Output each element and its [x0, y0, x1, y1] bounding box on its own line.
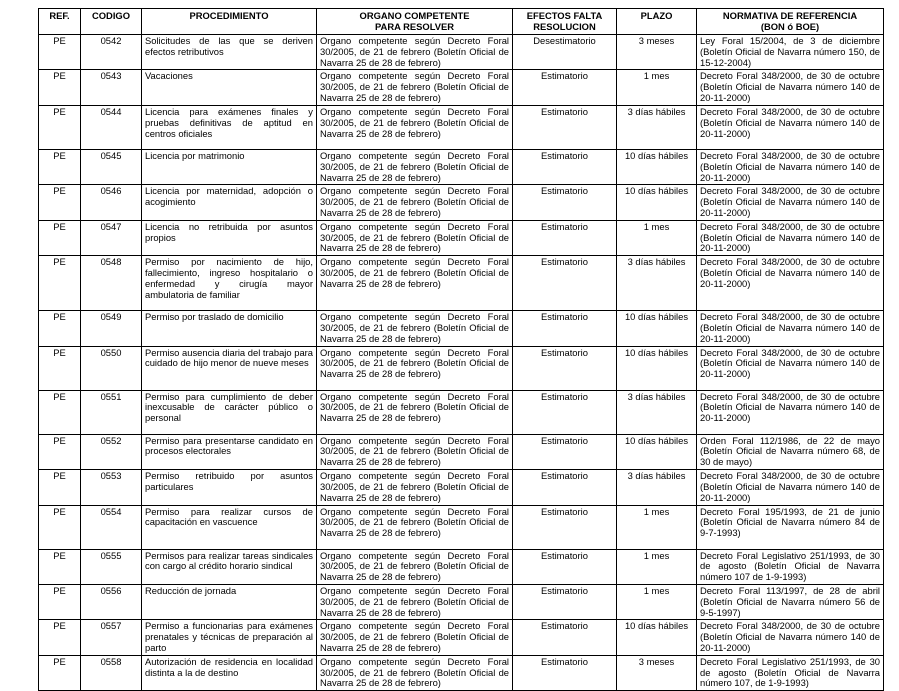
cell-procedimiento: Permiso para realizar cursos de capacitación en vascuence [142, 505, 317, 549]
cell-codigo: 0547 [81, 220, 142, 255]
cell-ref: PE [39, 256, 81, 311]
cell-efectos: Estimatorio [513, 105, 617, 149]
cell-ref: PE [39, 584, 81, 619]
cell-codigo: 0554 [81, 505, 142, 549]
cell-procedimiento: Reducción de jornada [142, 584, 317, 619]
cell-normativa: Ley Foral 15/2004, de 3 de diciembre (Boletín Oficial de Navarra número 150, de 15-12-2004) [697, 35, 884, 70]
cell-codigo: 0551 [81, 390, 142, 434]
header-efectos-line2: RESOLUCION [533, 20, 596, 32]
cell-normativa: Decreto Foral 348/2000, de 30 de octubre (Boletín Oficial de Navarra número 140 de 20-11-2000) [697, 220, 884, 255]
cell-procedimiento: Permiso retribuido por asuntos particulares [142, 470, 317, 505]
cell-codigo: 0546 [81, 185, 142, 220]
table-row [39, 35, 884, 70]
cell-codigo: 0544 [81, 105, 142, 149]
cell-codigo: 0548 [81, 256, 142, 311]
cell-normativa: Decreto Foral 113/1997, de 28 de abril (Boletín Oficial de Navarra número 56 de 9-5-1997) [697, 584, 884, 619]
cell-organo: Organo competente según Decreto Foral 30/2005, de 21 de febrero (Boletín Oficial de Navarra 25 de 28 de febrero) [317, 185, 513, 220]
header-ref: REF. [39, 9, 81, 35]
cell-plazo: 1 mes [617, 505, 697, 549]
cell-efectos: Estimatorio [513, 311, 617, 346]
cell-efectos: Estimatorio [513, 470, 617, 505]
cell-organo: Organo competente según Decreto Foral 30/2005, de 21 de febrero (Boletín Oficial de Navarra 25 de 28 de febrero) [317, 655, 513, 690]
cell-plazo: 1 mes [617, 549, 697, 584]
cell-ref: PE [39, 35, 81, 70]
table-row [39, 346, 884, 390]
cell-normativa: Decreto Foral 348/2000, de 30 de octubre (Boletín Oficial de Navarra número 140 de 20-11-2000) [697, 70, 884, 105]
table-row [39, 549, 884, 584]
table-row [39, 256, 884, 311]
table-row [39, 470, 884, 505]
header-procedimiento: PROCEDIMIENTO [142, 9, 317, 35]
cell-codigo: 0545 [81, 149, 142, 184]
cell-plazo: 1 mes [617, 220, 697, 255]
cell-procedimiento: Permiso por nacimiento de hijo, fallecimiento, ingreso hospitalario o enfermedad y cirugía mayor ambulatoria de familiar [142, 256, 317, 311]
cell-normativa: Decreto Foral 195/1993, de 21 de junio (Boletín Oficial de Navarra número 84 de 9-7-1993) [697, 505, 884, 549]
cell-efectos: Estimatorio [513, 620, 617, 655]
cell-organo: Organo competente según Decreto Foral 30/2005, de 21 de febrero (Boletín Oficial de Navarra 25 de 28 de febrero) [317, 105, 513, 149]
cell-efectos: Estimatorio [513, 434, 617, 469]
cell-normativa: Orden Foral 112/1986, de 22 de mayo (Boletín Oficial de Navarra número 68, de 30 de mayo) [697, 434, 884, 469]
cell-efectos: Estimatorio [513, 655, 617, 690]
header-normativa-line1: NORMATIVA DE REFERENCIA [722, 10, 858, 21]
cell-ref: PE [39, 311, 81, 346]
table-row [39, 390, 884, 434]
cell-efectos: Estimatorio [513, 505, 617, 549]
cell-ref: PE [39, 70, 81, 105]
cell-procedimiento: Licencia no retribuida por asuntos propios [142, 220, 317, 255]
cell-organo: Organo competente según Decreto Foral 30/2005, de 21 de febrero (Boletín Oficial de Navarra 25 de 28 de febrero) [317, 35, 513, 70]
cell-plazo: 10 días hábiles [617, 620, 697, 655]
cell-organo: Organo competente según Decreto Foral 30/2005, de 21 de febrero (Boletín Oficial de Navarra 25 de 28 de febrero) [317, 434, 513, 469]
cell-efectos: Estimatorio [513, 256, 617, 311]
cell-plazo: 3 meses [617, 35, 697, 70]
cell-procedimiento: Vacaciones [142, 70, 317, 105]
cell-plazo: 10 días hábiles [617, 434, 697, 469]
cell-procedimiento: Autorización de residencia en localidad distinta a la de destino [142, 655, 317, 690]
cell-codigo: 0553 [81, 470, 142, 505]
cell-ref: PE [39, 434, 81, 469]
cell-organo: Organo competente según Decreto Foral 30/2005, de 21 de febrero (Boletín Oficial de Navarra 25 de 28 de febrero) [317, 584, 513, 619]
cell-efectos: Estimatorio [513, 185, 617, 220]
header-organo [317, 9, 513, 35]
cell-efectos: Estimatorio [513, 390, 617, 434]
cell-plazo: 3 días hábiles [617, 470, 697, 505]
cell-normativa: Decreto Foral 348/2000, de 30 de octubre (Boletín Oficial de Navarra número 140 de 20-11-2000) [697, 346, 884, 390]
cell-efectos: Estimatorio [513, 549, 617, 584]
cell-normativa: Decreto Foral 348/2000, de 30 de octubre (Boletín Oficial de Navarra número 140 de 20-11-2000) [697, 470, 884, 505]
cell-plazo: 10 días hábiles [617, 346, 697, 390]
header-organo-line1: ORGANO COMPETENTE [359, 10, 470, 21]
cell-plazo: 10 días hábiles [617, 311, 697, 346]
cell-normativa: Decreto Foral 348/2000, de 30 de octubre (Boletín Oficial de Navarra número 140 de 20-11-2000) [697, 149, 884, 184]
cell-efectos: Estimatorio [513, 70, 617, 105]
cell-organo: Organo competente según Decreto Foral 30/2005, de 21 de febrero (Boletín Oficial de Navarra 25 de 28 de febrero) [317, 70, 513, 105]
cell-organo: Organo competente según Decreto Foral 30/2005, de 21 de febrero (Boletín Oficial de Navarra 25 de 28 de febrero) [317, 220, 513, 255]
cell-plazo: 3 meses [617, 655, 697, 690]
header-codigo: CODIGO [81, 9, 142, 35]
header-normativa [697, 9, 884, 35]
cell-normativa: Decreto Foral 348/2000, de 30 de octubre (Boletín Oficial de Navarra número 140 de 20-11-2000) [697, 620, 884, 655]
cell-normativa: Decreto Foral 348/2000, de 30 de octubre (Boletín Oficial de Navarra número 140 de 20-11-2000) [697, 105, 884, 149]
cell-efectos: Estimatorio [513, 584, 617, 619]
header-plazo: PLAZO [617, 9, 697, 35]
cell-plazo: 10 días hábiles [617, 149, 697, 184]
cell-codigo: 0557 [81, 620, 142, 655]
cell-codigo: 0549 [81, 311, 142, 346]
cell-codigo: 0555 [81, 549, 142, 584]
cell-plazo: 3 días hábiles [617, 390, 697, 434]
procedures-table [38, 8, 884, 691]
table-row [39, 149, 884, 184]
cell-ref: PE [39, 105, 81, 149]
cell-efectos: Estimatorio [513, 220, 617, 255]
cell-procedimiento: Solicitudes de las que se deriven efectos retributivos [142, 35, 317, 70]
cell-codigo: 0550 [81, 346, 142, 390]
cell-organo: Organo competente según Decreto Foral 30/2005, de 21 de febrero (Boletín Oficial de Navarra 25 de 28 de febrero) [317, 256, 513, 311]
table-row [39, 185, 884, 220]
table-row [39, 105, 884, 149]
header-normativa-line2: (BON ó BOE) [760, 20, 820, 32]
cell-ref: PE [39, 149, 81, 184]
cell-procedimiento: Licencia por maternidad, adopción o acogimiento [142, 185, 317, 220]
cell-organo: Organo competente según Decreto Foral 30/2005, de 21 de febrero (Boletín Oficial de Navarra 25 de 28 de febrero) [317, 549, 513, 584]
table-row [39, 311, 884, 346]
cell-normativa: Decreto Foral 348/2000, de 30 de octubre (Boletín Oficial de Navarra número 140 de 20-11-2000) [697, 311, 884, 346]
cell-organo: Organo competente según Decreto Foral 30/2005, de 21 de febrero (Boletín Oficial de Navarra 25 de 28 de febrero) [317, 311, 513, 346]
cell-procedimiento: Permiso para cumplimiento de deber inexcusable de carácter público o personal [142, 390, 317, 434]
cell-organo: Organo competente según Decreto Foral 30/2005, de 21 de febrero (Boletín Oficial de Navarra 25 de 28 de febrero) [317, 470, 513, 505]
cell-normativa: Decreto Foral 348/2000, de 30 de octubre (Boletín Oficial de Navarra número 140 de 20-11-2000) [697, 256, 884, 311]
table-row [39, 434, 884, 469]
cell-codigo: 0558 [81, 655, 142, 690]
cell-efectos: Estimatorio [513, 346, 617, 390]
table-header-row [39, 9, 884, 35]
cell-codigo: 0552 [81, 434, 142, 469]
cell-codigo: 0556 [81, 584, 142, 619]
header-efectos-line1: EFECTOS FALTA [526, 10, 603, 21]
table-body [39, 35, 884, 691]
cell-organo: Organo competente según Decreto Foral 30/2005, de 21 de febrero (Boletín Oficial de Navarra 25 de 28 de febrero) [317, 620, 513, 655]
cell-ref: PE [39, 505, 81, 549]
cell-procedimiento: Permiso ausencia diaria del trabajo para cuidado de hijo menor de nueve meses [142, 346, 317, 390]
cell-ref: PE [39, 549, 81, 584]
table-row [39, 620, 884, 655]
cell-organo: Organo competente según Decreto Foral 30/2005, de 21 de febrero (Boletín Oficial de Navarra 25 de 28 de febrero) [317, 390, 513, 434]
table-row [39, 584, 884, 619]
cell-procedimiento: Permiso por traslado de domicilio [142, 311, 317, 346]
cell-procedimiento: Permiso para presentarse candidato en procesos electorales [142, 434, 317, 469]
cell-ref: PE [39, 346, 81, 390]
cell-plazo: 10 días hábiles [617, 185, 697, 220]
cell-organo: Organo competente según Decreto Foral 30/2005, de 21 de febrero (Boletín Oficial de Navarra 25 de 28 de febrero) [317, 149, 513, 184]
cell-normativa: Decreto Foral Legislativo 251/1993, de 30 de agosto (Boletín Oficial de Navarra número 107 de 1-9-1993) [697, 549, 884, 584]
cell-codigo: 0543 [81, 70, 142, 105]
cell-plazo: 1 mes [617, 584, 697, 619]
header-efectos [513, 9, 617, 35]
cell-efectos: Desestimatorio [513, 35, 617, 70]
cell-organo: Organo competente según Decreto Foral 30/2005, de 21 de febrero (Boletín Oficial de Navarra 25 de 28 de febrero) [317, 346, 513, 390]
cell-ref: PE [39, 220, 81, 255]
table-row [39, 220, 884, 255]
cell-organo: Organo competente según Decreto Foral 30/2005, de 21 de febrero (Boletín Oficial de Navarra 25 de 28 de febrero) [317, 505, 513, 549]
cell-ref: PE [39, 390, 81, 434]
table-row [39, 655, 884, 690]
cell-ref: PE [39, 185, 81, 220]
cell-procedimiento: Licencia para exámenes finales y pruebas definitivas de aptitud en centros oficiales [142, 105, 317, 149]
cell-plazo: 3 días hábiles [617, 256, 697, 311]
cell-procedimiento: Permisos para realizar tareas sindicales con cargo al crédito horario sindical [142, 549, 317, 584]
table-row [39, 505, 884, 549]
cell-procedimiento: Permiso a funcionarias para exámenes prenatales y técnicas de preparación al parto [142, 620, 317, 655]
cell-codigo: 0542 [81, 35, 142, 70]
cell-ref: PE [39, 655, 81, 690]
cell-normativa: Decreto Foral Legislativo 251/1993, de 30 de agosto (Boletín Oficial de Navarra número 107, de 1-9-1993) [697, 655, 884, 690]
table-row [39, 70, 884, 105]
cell-procedimiento: Licencia por matrimonio [142, 149, 317, 184]
cell-normativa: Decreto Foral 348/2000, de 30 de octubre (Boletín Oficial de Navarra número 140 de 20-11-2000) [697, 185, 884, 220]
document-page [38, 8, 884, 691]
cell-efectos: Estimatorio [513, 149, 617, 184]
cell-plazo: 1 mes [617, 70, 697, 105]
cell-ref: PE [39, 470, 81, 505]
cell-plazo: 3 días hábiles [617, 105, 697, 149]
cell-ref: PE [39, 620, 81, 655]
cell-normativa: Decreto Foral 348/2000, de 30 de octubre (Boletín Oficial de Navarra número 140 de 20-11-2000) [697, 390, 884, 434]
header-organo-line2: PARA RESOLVER [375, 20, 454, 32]
